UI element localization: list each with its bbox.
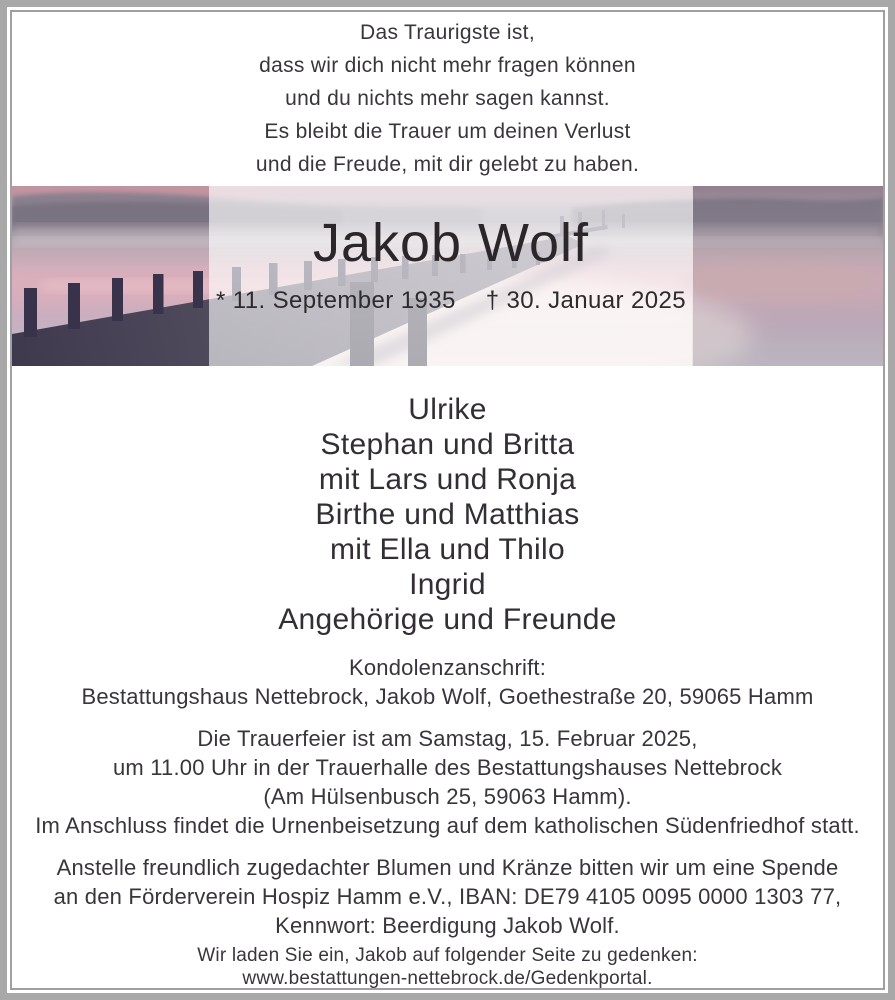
donation-line: Anstelle freundlich zugedachter Blumen und Kränze bitten wir um eine Spende	[56, 855, 839, 880]
service-line: Im Anschluss findet die Urnenbeisetzung auf dem katholischen Südenfriedhof statt.	[35, 813, 860, 838]
mourner-line: Ulrike	[408, 393, 487, 426]
frame-white-band	[7, 7, 888, 993]
mourners-list	[12, 392, 883, 637]
condolence-section	[12, 653, 883, 711]
memorial-portal-url: www.bestattungen-nettebrock.de/Gedenkportal.	[242, 968, 653, 988]
mourner-line: Angehörige und Freunde	[278, 603, 617, 636]
poem-line: dass wir dich nicht mehr fragen können	[259, 54, 636, 77]
poem-line: Das Traurigste ist,	[360, 21, 535, 44]
deceased-name: Jakob Wolf	[312, 213, 590, 273]
service-line: Die Trauerfeier ist am Samstag, 15. Februar 2025,	[197, 726, 698, 751]
poem	[12, 16, 883, 181]
photo-white-overlay	[209, 186, 693, 366]
poem-line: und du nichts mehr sagen kannst.	[285, 87, 610, 110]
memorial-portal-section	[12, 944, 883, 988]
memorial-invite-line: Wir laden Sie ein, Jakob auf folgender Seite zu gedenken:	[197, 945, 698, 966]
mourner-line: mit Ella und Thilo	[330, 533, 565, 566]
service-section	[12, 724, 883, 840]
condolence-address: Bestattungshaus Nettebrock, Jakob Wolf, Goethestraße 20, 59065 Hamm	[81, 684, 814, 709]
obituary-content	[12, 12, 883, 988]
birth-date: * 11. September 1935	[215, 287, 456, 314]
mourner-line: Stephan und Britta	[320, 428, 575, 461]
donation-section	[12, 853, 883, 940]
mourner-line: mit Lars und Ronja	[318, 463, 577, 496]
frame-inner-line	[10, 10, 885, 990]
service-line: um 11.00 Uhr in der Trauerhalle des Bestattungshauses Nettebrock	[112, 755, 783, 780]
condolence-title: Kondolenzanschrift:	[348, 655, 547, 680]
service-line: (Am Hülsenbusch 25, 59063 Hamm).	[263, 784, 632, 809]
memorial-photo-banner	[12, 186, 883, 366]
poem-line: und die Freude, mit dir gelebt zu haben.	[255, 153, 640, 176]
poem-line: Es bleibt die Trauer um deinen Verlust	[264, 120, 631, 143]
death-date: † 30. Januar 2025	[485, 287, 686, 314]
mourner-line: Birthe und Matthias	[315, 498, 580, 531]
donation-line: an den Förderverein Hospiz Hamm e.V., IBAN: DE79 4105 0095 0000 1303 77,	[53, 884, 842, 909]
donation-line: Kennwort: Beerdigung Jakob Wolf.	[275, 913, 620, 938]
life-dates	[209, 287, 693, 315]
mourner-line: Ingrid	[409, 568, 486, 601]
